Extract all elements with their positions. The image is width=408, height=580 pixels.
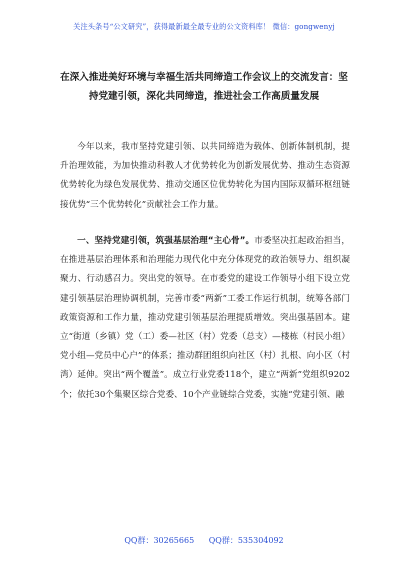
qq-group-1: QQ群：30265665 (124, 536, 195, 545)
top-banner: 关注头条号“公文研究”，获得最新最全最专业的公文资料库！ 微信：gongwenyj (73, 22, 335, 31)
document-title: 在深入推进美好环境与幸福生活共同缔造工作会议上的交流发言：坚持党建引领，深化共同缔造，推进社会工作高质量发展 (60, 72, 348, 102)
intro-text: 今年以来，我市坚持党建引领、以共同缔造为载体、创新体制机制，提升治理效能，为加快推动科教人才优势转化为创新发展优势、推动生态资源优势转化为绿色发展优势、推动交通区位优势转化为国内国际双循环枢纽链接优势“三个优势转化”贡献社会工作力量。 (60, 142, 350, 210)
footer (0, 535, 408, 546)
section-heading: 一、坚持党建引领，筑强基层治理“主心骨”。 (77, 236, 255, 246)
section-paragraph (60, 232, 350, 405)
section-body: 市委坚决扛起政治担当，在推进基层治理体系和治理能力现代化中充分体现党的政治领导力、组织凝聚力、行动感召力。突出党的领导。在市委党的建设工作领导小组下设立党建引领基层治理协调机制，完善市委“两新”工委工作运行机制，统筹各部门政策资源和工作力量，推动党建引领基层治理提质增效。突出强基固本。建立“街道（乡镇）党（工）委—社区（村）党委（总支）—楼栋（村民小组）党小组—党员中心户”的体系；推动群团组织向社区（村）扎根、向小区（村湾）延伸。突出“两个覆盖”。成立行业党委118个，建立“两新”党组织9202个；依托30个集聚区综合党委、10个产业链综合党委，实施“党建引领、融 (60, 236, 350, 400)
intro-paragraph (60, 138, 350, 215)
qq-group-2: QQ群：535304092 (208, 536, 284, 545)
